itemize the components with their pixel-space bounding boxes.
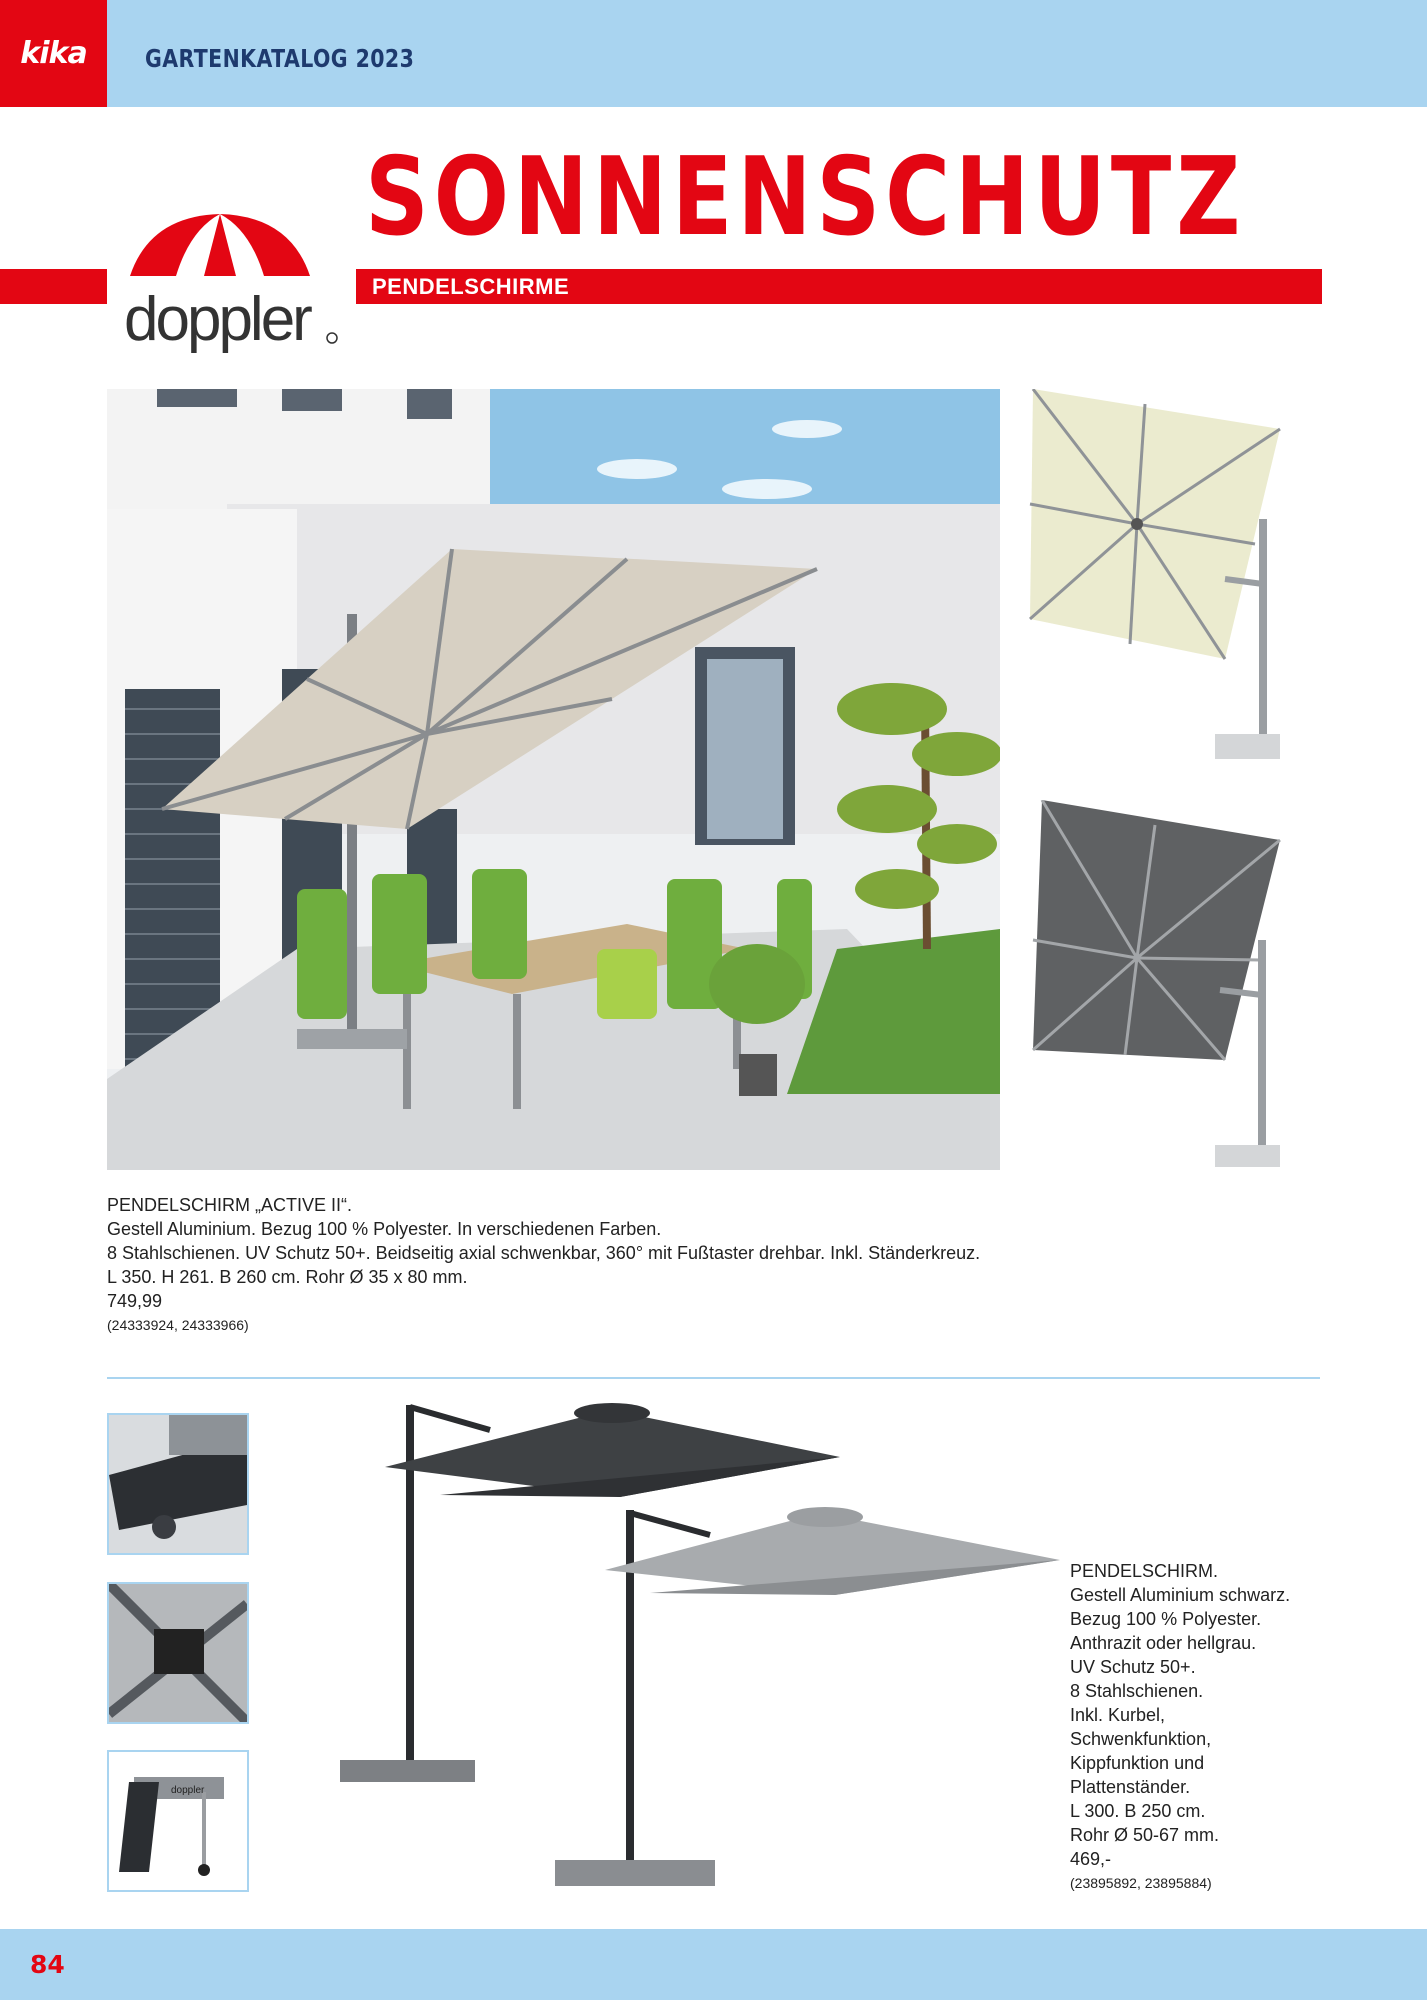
product1-article-numbers: (24333924, 24333966) xyxy=(107,1317,249,1333)
page-title: SONNENSCHUTZ xyxy=(365,135,1246,260)
catalog-title: GARTENKATALOG 2023 xyxy=(145,44,415,73)
subtitle-bar xyxy=(356,269,1322,304)
page-number: 84 xyxy=(30,1950,65,1979)
umbrellas-cantilever-image xyxy=(320,1395,1080,1905)
product2-line: Inkl. Kurbel, xyxy=(1070,1705,1166,1725)
section-divider xyxy=(107,1377,1320,1379)
doppler-logo xyxy=(120,210,348,360)
umbrella-beige-image xyxy=(1025,389,1285,769)
product2-line: Kippfunktion und xyxy=(1070,1753,1205,1773)
product1-name: PENDELSCHIRM „ACTIVE II“. xyxy=(107,1195,353,1215)
crank-label: doppler xyxy=(171,1785,205,1796)
footer-band xyxy=(0,1929,1427,2000)
product2-article-numbers: (23895892, 23895884) xyxy=(1070,1875,1212,1891)
doppler-wordmark: doppler xyxy=(124,285,310,354)
section-subtitle: PENDELSCHIRME xyxy=(372,273,570,299)
detail-image-base xyxy=(107,1582,249,1724)
product2-line: Rohr Ø 50-67 mm. xyxy=(1070,1825,1220,1845)
kika-logo[interactable] xyxy=(0,0,107,107)
detail-image-crank xyxy=(107,1413,249,1555)
product1-line3: L 350. H 261. B 260 cm. Rohr Ø 35 x 80 mm. xyxy=(107,1267,468,1287)
kika-logo-text: kika xyxy=(20,36,87,71)
product1-line2: 8 Stahlschienen. UV Schutz 50+. Beidseitig axial schwenkbar, 360° mit Fußtaster drehbar. Inkl. Ständerkreuz. xyxy=(107,1243,981,1263)
product2-line: PENDELSCHIRM. xyxy=(1070,1561,1219,1581)
terrace-photo xyxy=(107,389,1000,1170)
product2-line: Plattenständer. xyxy=(1070,1777,1191,1797)
product2-line: Gestell Aluminium schwarz. xyxy=(1070,1585,1291,1605)
detail-image-handle xyxy=(107,1750,249,1892)
umbrella-logo-icon xyxy=(130,214,310,276)
product2-line: L 300. B 250 cm. xyxy=(1070,1801,1206,1821)
umbrella-grey-image xyxy=(1025,800,1285,1175)
product2-line: Schwenkfunktion, xyxy=(1070,1729,1212,1749)
product1-description xyxy=(107,1193,1107,1337)
product2-description xyxy=(1070,1559,1410,1895)
product1-line1: Gestell Aluminium. Bezug 100 % Polyester. In verschiedenen Farben. xyxy=(107,1219,662,1239)
product2-line: Anthrazit oder hellgrau. xyxy=(1070,1633,1257,1653)
product1-price: 749,99 xyxy=(107,1291,163,1311)
product2-line: UV Schutz 50+. xyxy=(1070,1657,1196,1677)
left-red-stripe xyxy=(0,269,107,304)
registered-icon xyxy=(327,333,337,343)
product2-line: Bezug 100 % Polyester. xyxy=(1070,1609,1262,1629)
product2-price: 469,- xyxy=(1070,1849,1112,1869)
product2-line: 8 Stahlschienen. xyxy=(1070,1681,1204,1701)
